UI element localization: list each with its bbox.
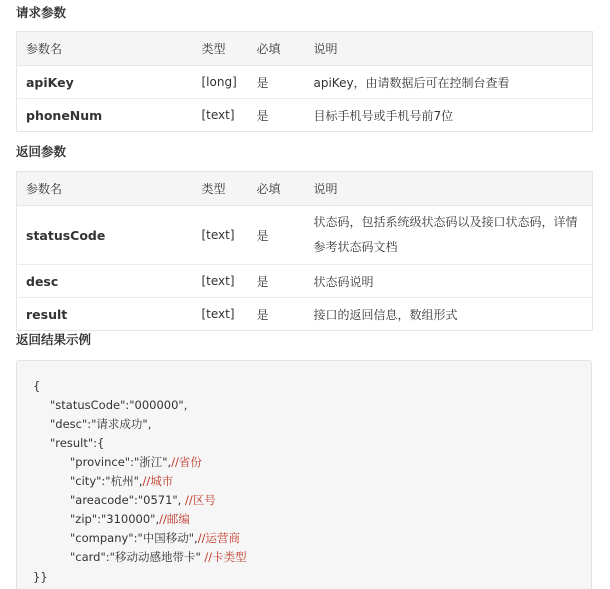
param-type: [text]: [193, 298, 248, 331]
header-description: 说明: [305, 32, 593, 66]
code-comment: //省份: [171, 455, 202, 469]
table-row: [17, 99, 593, 132]
code-comment: //城市: [142, 474, 174, 488]
param-name: apiKey: [17, 66, 193, 99]
param-name: phoneNum: [17, 99, 193, 132]
param-type: [text]: [193, 206, 248, 265]
header-required: 必填: [248, 172, 305, 206]
code-line: {: [33, 379, 41, 393]
code-line: "province":"浙江",//省份: [70, 455, 202, 469]
param-description: 状态码，包括系统级状态码以及接口状态码，详情参考状态码文档: [305, 206, 593, 265]
code-line: }}: [33, 570, 48, 584]
param-name: desc: [17, 265, 193, 298]
header-required: 必填: [248, 32, 305, 66]
request-params-title: 请求参数: [16, 5, 67, 20]
code-example-block[interactable]: [16, 360, 592, 589]
code-line: "zip":"310000",//邮编: [70, 512, 190, 526]
param-type: [text]: [193, 99, 248, 132]
header-type: 类型: [193, 32, 248, 66]
response-params-title: 返回参数: [16, 144, 67, 159]
param-required: 是: [248, 298, 305, 331]
param-type: [text]: [193, 265, 248, 298]
param-name: result: [17, 298, 193, 331]
param-description: 目标手机号或手机号前7位: [305, 99, 593, 132]
param-type: [long]: [193, 66, 248, 99]
request-params-table: [16, 31, 593, 132]
param-required: 是: [248, 99, 305, 132]
header-type: 类型: [193, 172, 248, 206]
code-line: "desc":"请求成功",: [50, 417, 152, 431]
code-comment: //卡类型: [204, 550, 247, 564]
example-title: 返回结果示例: [16, 332, 92, 347]
table-row: [17, 298, 593, 331]
code-comment: //区号: [185, 493, 216, 507]
table-row: [17, 265, 593, 298]
code-comment: //运营商: [197, 531, 240, 545]
header-param-name: 参数名: [17, 172, 193, 206]
param-description: apiKey，由请数据后可在控制台查看: [305, 66, 593, 99]
code-line: "company":"中国移动",//运营商: [70, 531, 240, 545]
code-line: "card":"移动动感地带卡" //卡类型: [70, 550, 247, 564]
code-line: "statusCode":"000000",: [50, 398, 188, 412]
param-name: statusCode: [17, 206, 193, 265]
code-line: "result":{: [50, 436, 105, 450]
table-header-row: [17, 172, 593, 206]
param-required: 是: [248, 206, 305, 265]
param-description: 接口的返回信息，数组形式: [305, 298, 593, 331]
param-description: 状态码说明: [305, 265, 593, 298]
code-comment: //邮编: [159, 512, 190, 526]
code-line: "city":"杭州",//城市: [70, 474, 174, 488]
table-row: [17, 66, 593, 99]
header-param-name: 参数名: [17, 32, 193, 66]
param-required: 是: [248, 66, 305, 99]
header-description: 说明: [305, 172, 593, 206]
table-row: [17, 206, 593, 265]
response-params-table: [16, 171, 593, 331]
param-required: 是: [248, 265, 305, 298]
table-header-row: [17, 32, 593, 66]
code-line: "areacode":"0571", //区号: [70, 493, 216, 507]
